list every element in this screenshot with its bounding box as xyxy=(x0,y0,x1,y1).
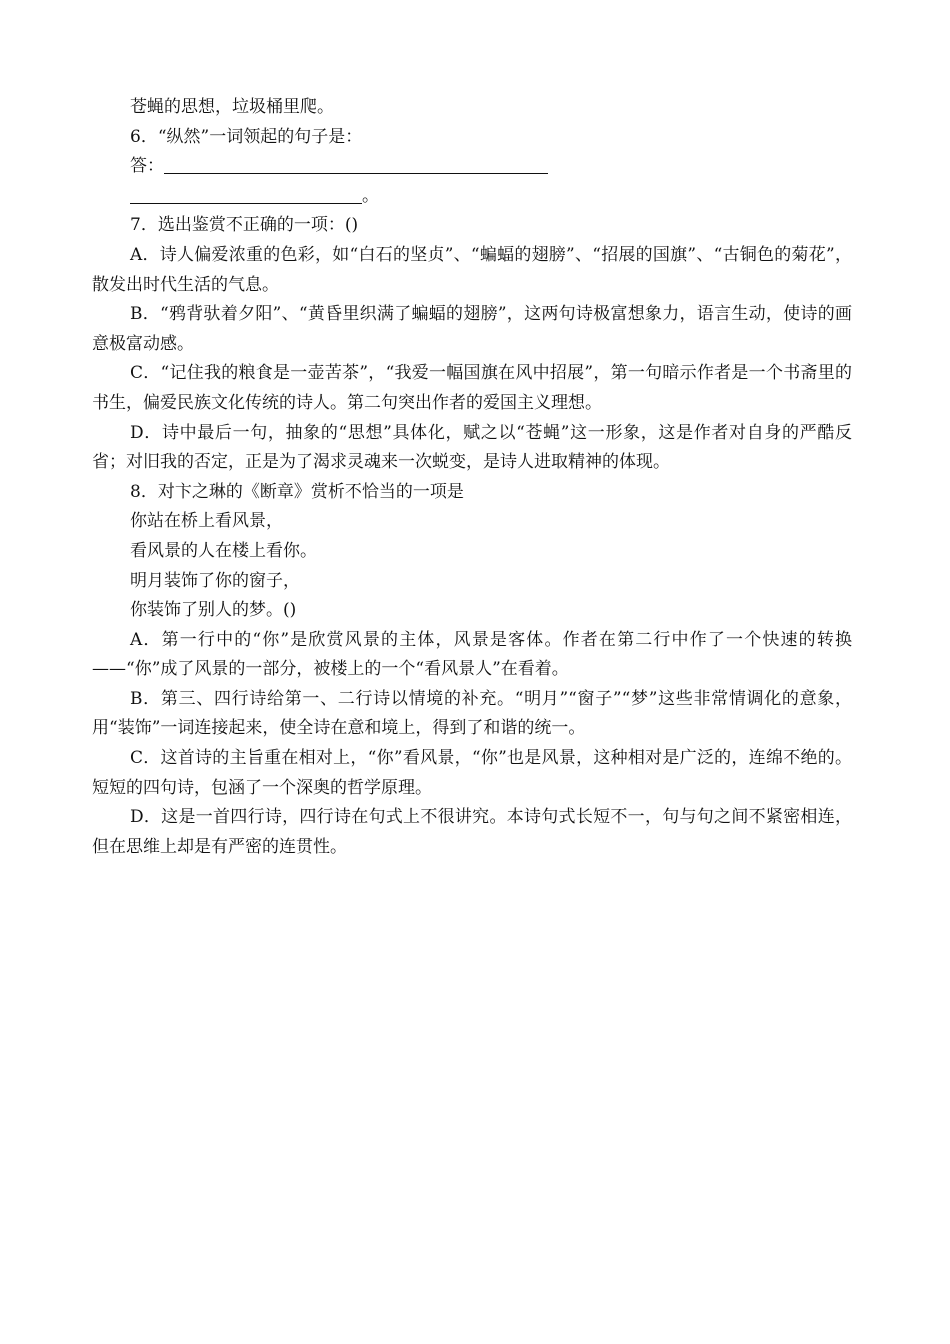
question-7-option-c: C．“记住我的粮食是一壶苦茶”，“我爱一幅国旗在风中招展”，第一句暗示作者是一个书斋里的书生，偏爱民族文化传统的诗人。第二句突出作者的爱国主义理想。 xyxy=(92,363,852,413)
text-line-fly-thought: 苍蝇的思想，垃圾桶里爬。 xyxy=(130,97,334,117)
question-7-option-b: B．“鸦背驮着夕阳”、“黄昏里织满了蝙蝠的翅膀”，这两句诗极富想象力，语言生动，使诗的画意极富动感。 xyxy=(92,304,852,354)
question-6: 6．“纵然”一词领起的句子是： xyxy=(130,126,363,147)
question-8-option-a: A．第一行中的“你”是欣赏风景的主体，风景是客体。作者在第二行中作了一个快速的转换——“你”成了风景的一部分，被楼上的一个“看风景人”在看着。 xyxy=(92,629,852,680)
question-8-option-b: B．第三、四行诗给第一、二行诗以情境的补充。“明月”“窗子”“梦”这些非常情调化的意象，用“装饰”一词连接起来，使全诗在意和境上，得到了和谐的统一。 xyxy=(92,688,852,739)
document-page xyxy=(92,93,852,862)
question-7-option-d: D．诗中最后一句，抽象的“思想”具体化，赋之以“苍蝇”这一形象，这是作者对自身的严酷反省；对旧我的否定，正是为了渴求灵魂来一次蜕变，是诗人进取精神的体现。 xyxy=(92,422,852,473)
answer-end-mark: 。 xyxy=(362,185,379,206)
question-8: 8．对卞之琳的《断章》赏析不恰当的一项是 xyxy=(130,481,464,502)
answer-line-1 xyxy=(92,152,852,182)
question-8-option-d: D．这是一首四行诗，四行诗在句式上不很讲究。本诗句式长短不一，句与句之间不紧密相连，但在思维上却是有严密的连贯性。 xyxy=(92,807,852,857)
answer-line-2 xyxy=(92,182,852,212)
question-7-option-a: A．诗人偏爱浓重的色彩，如“白石的坚贞”、“蝙蝠的翅膀”、“招展的国旗”、“古铜色的菊花”，散发出时代生活的气息。 xyxy=(92,244,852,295)
question-7: 7．选出鉴赏不正确的一项：() xyxy=(130,215,359,236)
poem-line-2: 看风景的人在楼上看你。 xyxy=(130,540,317,561)
poem-line-3: 明月装饰了你的窗子， xyxy=(130,570,300,591)
question-8-option-c: C．这首诗的主旨重在相对上，“你”看风景，“你”也是风景，这种相对是广泛的，连绵不绝的。短短的四句诗，包涵了一个深奥的哲学原理。 xyxy=(92,748,852,798)
answer-blank-1[interactable] xyxy=(164,155,548,174)
poem-line-4: 你装饰了别人的梦。() xyxy=(130,600,297,621)
answer-blank-2[interactable] xyxy=(130,185,362,204)
answer-label: 答： xyxy=(130,156,164,177)
poem-line-1: 你站在桥上看风景， xyxy=(130,511,283,532)
